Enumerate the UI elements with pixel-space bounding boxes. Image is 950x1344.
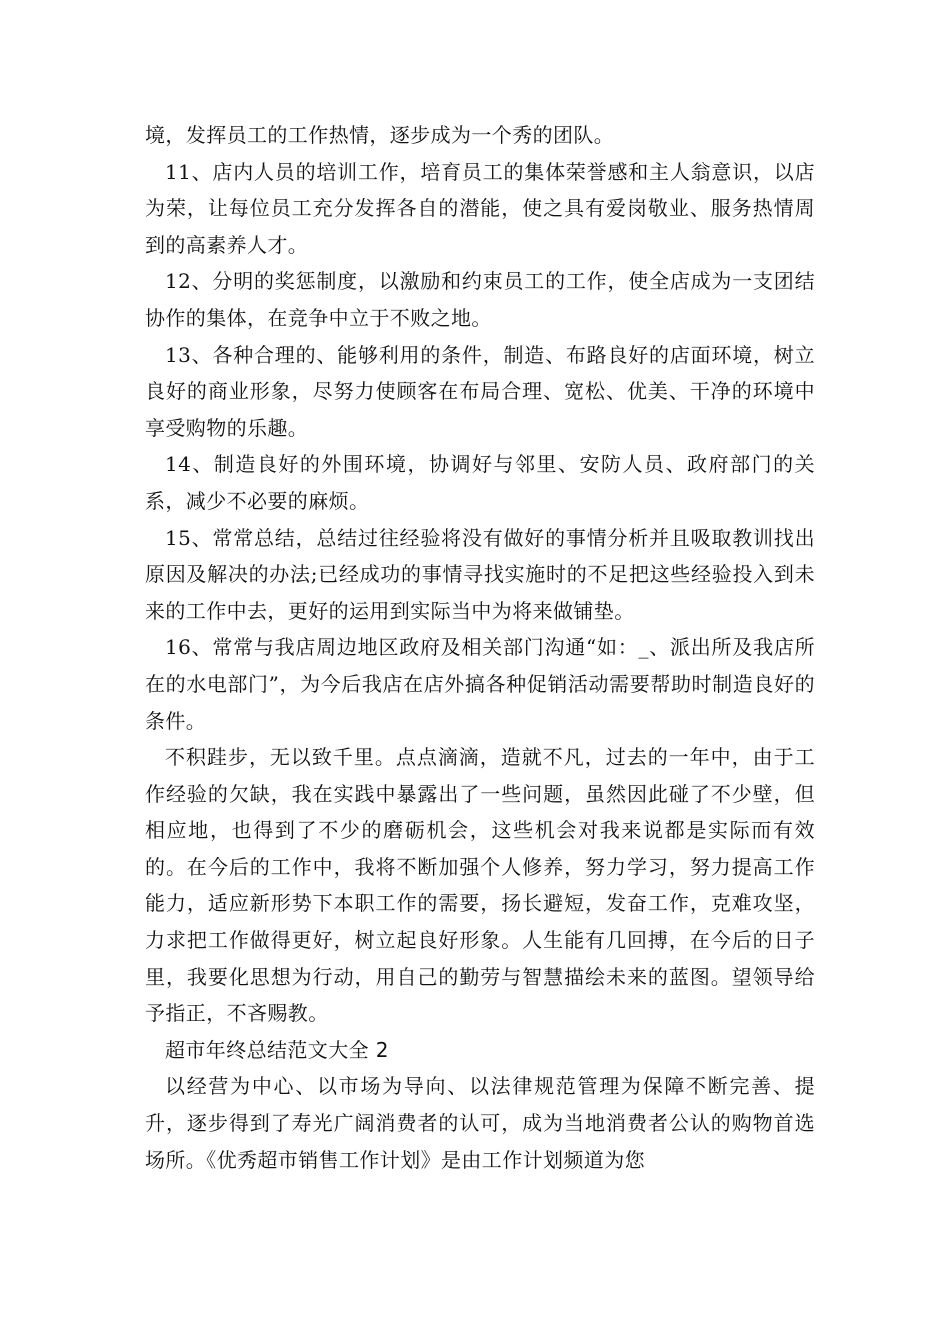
section-heading: 超市年终总结范文大全 2 xyxy=(165,1037,389,1062)
paragraph-item-15: 15、常常总结，总结过往经验将没有做好的事情分析并且吸取教训找出原因及解决的办法;已经成功的事情寻找实施时的不足把这些经验投入到未来的工作中去，更好的运用到实际当中为将来做铺垫。 xyxy=(145,525,815,623)
paragraph-item-16: 16、常常与我店周边地区政府及相关部门沟通“如：_、派出所及我店所在的水电部门”，为今后我店在店外搞各种促销活动需要帮助时制造良好的条件。 xyxy=(145,635,815,733)
paragraph-continuation: 境，发挥员工的工作热情，逐步成为一个秀的团队。 xyxy=(145,123,615,147)
paragraph-item-11: 11、店内人员的培训工作，培育员工的集体荣誉感和主人翁意识，以店为荣，让每位员工充分发挥各自的潜能，使之具有爱岗敬业、服务热情周到的高素养人才。 xyxy=(145,159,815,257)
paragraph-final: 以经营为中心、以市场为导向、以法律规范管理为保障不断完善、提升，逐步得到了寿光广阔消费者的认可，成为当地消费者公认的购物首选场所。《优秀超市销售工作计划》是由工作计划频道为您 xyxy=(145,1074,815,1172)
document-body xyxy=(145,117,815,1178)
paragraph-item-14: 14、制造良好的外围环境，协调好与邻里、安防人员、政府部门的关系，减少不必要的麻烦。 xyxy=(145,452,815,513)
paragraph-closing: 不积跬步，无以致千里。点点滴滴，造就不凡，过去的一年中，由于工作经验的欠缺，我在实践中暴露出了一些问题，虽然因此碰了不少壁，但相应地，也得到了不少的磨砺机会，这些机会对我来说都是实际而有效的。在今后的工作中，我将不断加强个人修养，努力学习，努力提高工作能力，适应新形势下本职工作的需要，扬长避短，发奋工作，克难攻坚，力求把工作做得更好，树立起良好形象。人生能有几回搏，在今后的日子里，我要化思想为行动，用自己的勤劳与智慧描绘未来的蓝图。望领导给予指正，不吝赐教。 xyxy=(145,745,815,1026)
paragraph-item-12: 12、分明的奖惩制度，以激励和约束员工的工作，使全店成为一支团结协作的集体，在竞争中立于不败之地。 xyxy=(145,269,815,330)
paragraph-item-13: 13、各种合理的、能够利用的条件，制造、布路良好的店面环境，树立良好的商业形象，尽努力使顾客在布局合理、宽松、优美、干净的环境中享受购物的乐趣。 xyxy=(145,342,815,440)
